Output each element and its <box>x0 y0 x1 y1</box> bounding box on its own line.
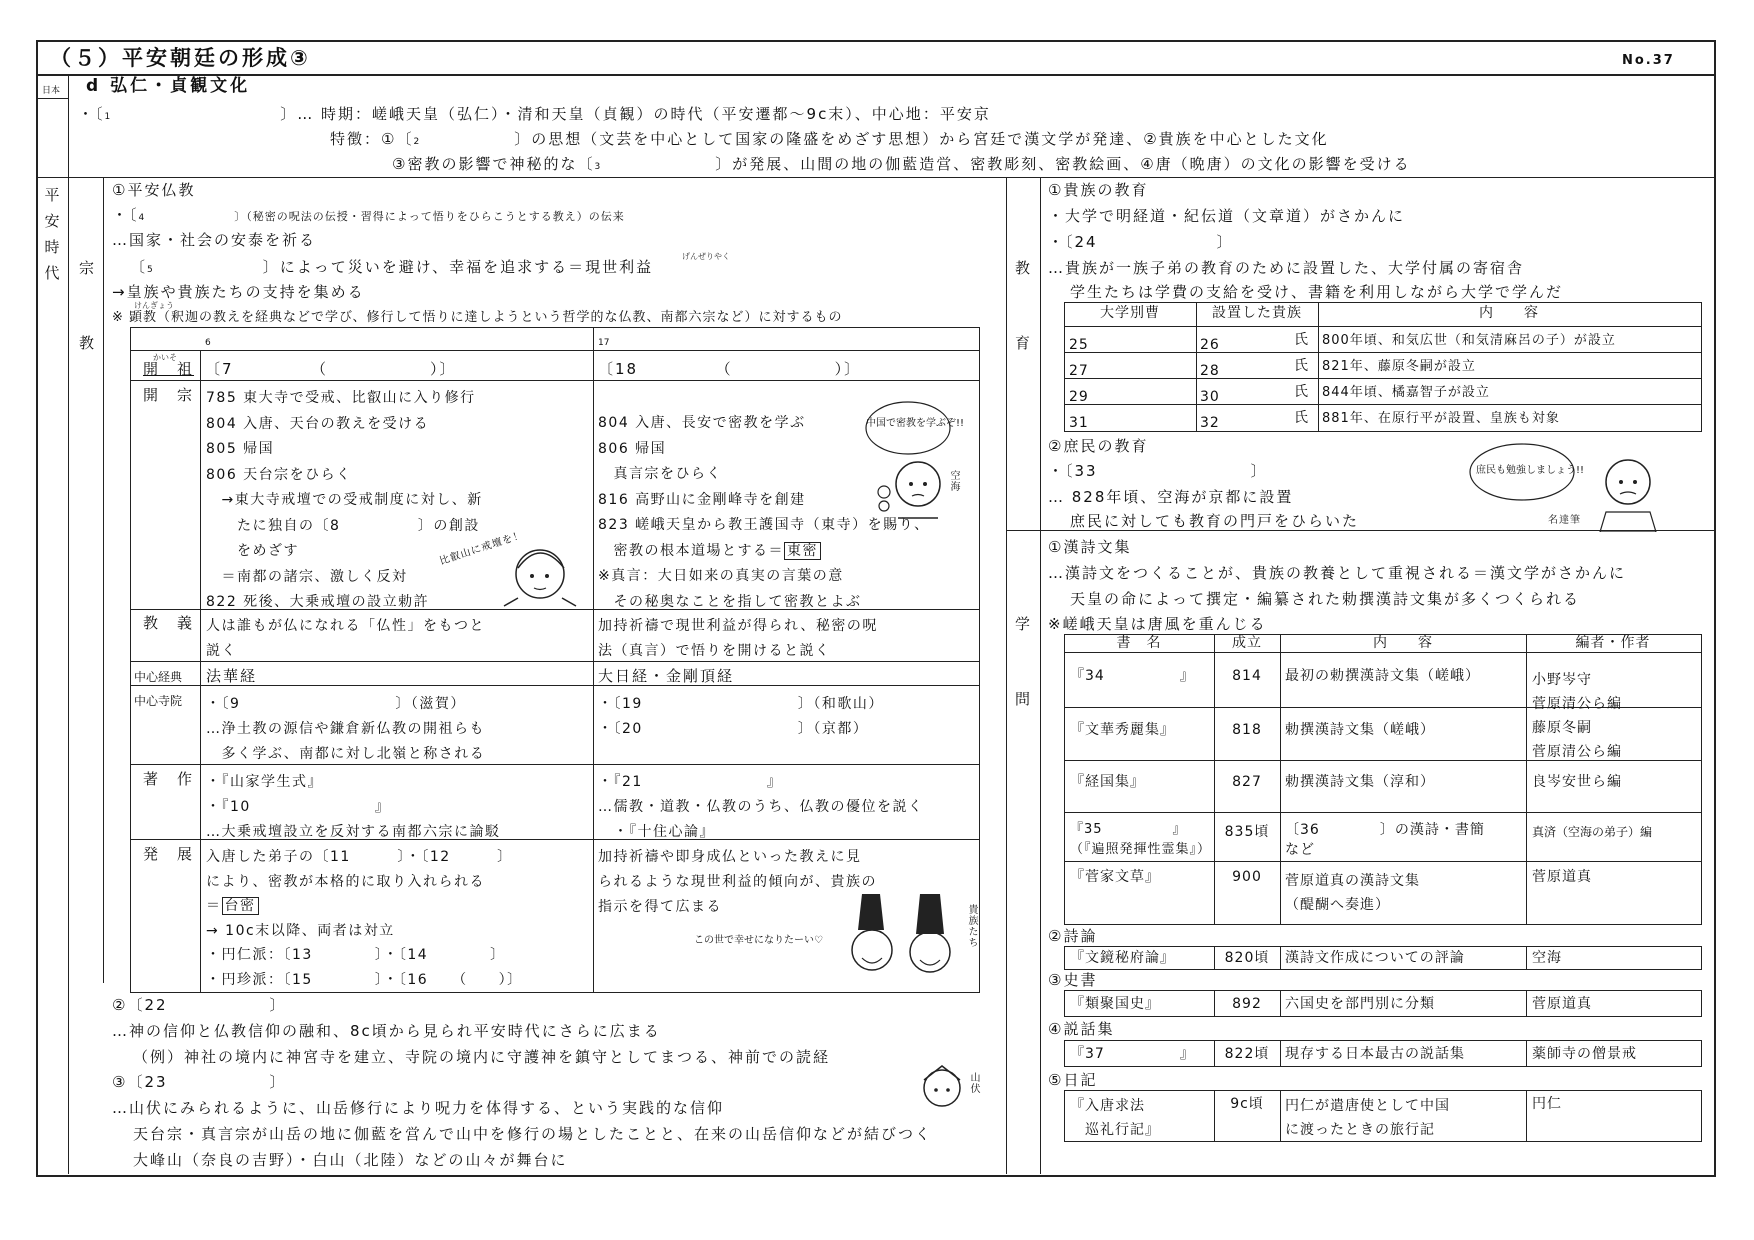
book-year: 822頃 <box>1224 1046 1270 1062</box>
intro-line-2 <box>330 130 1329 151</box>
table-col-line <box>1526 1040 1527 1066</box>
table-row-line <box>1064 652 1701 653</box>
table-col-line <box>1526 990 1527 1016</box>
intro-period-text: 〕… 時期：嵯峨天皇（弘仁）・清和天皇（貞観）の時代（平安遷都～9c末）、中心地：平安京 <box>280 105 991 123</box>
book-title: 『35 』 （『遍照発揮性霊集』） <box>1070 822 1212 857</box>
benefit-line <box>130 258 653 279</box>
history-line: ※真言：大日如来の真実の言葉の意 <box>598 568 844 584</box>
education-line-1: ・大学で明経道・紀伝道（文章道）がさかんに <box>1048 207 1406 225</box>
history-line: →東大寺戒壇での受戒制度に対し、新 <box>206 492 483 508</box>
syncretism-line-2: （例）神社の境内に神宮寺を建立、寺院の境内に守護神を鎮守としてまつる、神前での読経 <box>133 1048 831 1066</box>
development-line: ・円珍派：〔15 〕・〔16 （ ）〕 <box>206 971 523 988</box>
table-col-line <box>1526 946 1527 969</box>
feature-text: 〕が発展、山間の地の伽藍造営、密教彫刻、密教絵画、④唐（晩唐）の文化の影響を受ける <box>715 155 1411 173</box>
nobles-speech: この世で幸せになりたーい♡ <box>694 935 823 946</box>
table-row-line <box>1064 404 1701 405</box>
bessho-content: 821年、藤原冬嗣が設立 <box>1322 359 1476 374</box>
book-content: 菅原道真の漢詩文集 （醍醐へ奏進） <box>1285 873 1420 913</box>
religion-side-label-1: 宗 <box>79 259 97 277</box>
chosaku-left <box>206 770 501 845</box>
blank-number: 31 <box>1069 415 1089 431</box>
clan-suffix: 氏 <box>1294 384 1309 400</box>
book-year: 9c頃 <box>1230 1096 1264 1112</box>
section-heading: d 弘仁・貞観文化 <box>86 76 251 96</box>
book-author: 良岑安世ら編 <box>1532 774 1622 790</box>
exoteric-note: ※ 顕教（釈迦の教えを経典などで学び、修行して悟りに達しようという哲学的な仏教、南都六宗など）に対するもの <box>112 310 843 325</box>
book-year: 814 <box>1232 668 1262 684</box>
chosaku-label: 著 作 <box>143 770 195 788</box>
chosaku-right <box>598 770 924 845</box>
table-row-line <box>130 764 979 765</box>
table-col-line <box>1280 1090 1281 1141</box>
book-title: 『文華秀麗集』 <box>1070 722 1175 738</box>
diary-heading: ⑤日記 <box>1048 1071 1098 1089</box>
table-col-line <box>1280 1040 1281 1066</box>
book-author: 小野岑守 菅原清公ら編 <box>1532 672 1622 712</box>
book-content: 最初の勅撰漢詩文集（嵯峨） <box>1285 668 1480 684</box>
bessho-content: 881年、在原行平が設置、皇族も対象 <box>1322 411 1560 426</box>
common-education-line-2: … 828年頃、空海が京都に設置 <box>1048 488 1294 506</box>
intro-line-3 <box>392 155 1411 176</box>
work-line: ・『21 』 <box>598 774 783 790</box>
education-line-4: 学生たちは学費の支給を受け、書籍を利用しながら大学で学んだ <box>1070 283 1564 301</box>
blank-number: 6 <box>205 338 211 348</box>
esoteric-line <box>112 206 625 227</box>
history-line: 822 死後、大乗戒壇の設立勅許 <box>206 594 430 610</box>
clan-suffix: 氏 <box>1294 332 1309 348</box>
history-line: 真言宗をひらく <box>598 466 722 482</box>
history-line: 805 帰国 <box>206 441 275 457</box>
keiten-right: 大日経・金剛頂経 <box>598 667 735 685</box>
learning-side-label-2: 問 <box>1015 690 1033 708</box>
keiten-left: 法華経 <box>206 667 258 685</box>
tale-heading: ④説話集 <box>1048 1020 1115 1038</box>
intro-divider <box>36 177 1714 178</box>
mountain-line-3: 大峰山（奈良の吉野）・白山（北陸）などの山々が舞台に <box>133 1151 568 1169</box>
yamabushi-label: 山伏 <box>968 1072 979 1094</box>
book-year: 820頃 <box>1224 950 1270 966</box>
book-title: 『37 』 <box>1070 1046 1195 1062</box>
poetry-line-1: …漢詩文をつくることが、貴族の教養として重視される＝漢文学がさかんに <box>1048 564 1627 582</box>
blank-number: 1 <box>104 112 111 122</box>
book-content: 勅撰漢詩文集（嵯峨） <box>1285 722 1435 738</box>
book-title: 『入唐求法 巡礼行記』 <box>1070 1098 1160 1138</box>
table-row-line <box>130 661 979 662</box>
table-mid-divider <box>593 327 594 992</box>
history-line-text: 密教の根本道場とする＝ <box>598 542 784 559</box>
table-row-line <box>130 609 979 610</box>
era-label <box>44 182 60 286</box>
feature-label: ③密教の影響で神秘的な〔 <box>392 155 595 173</box>
blank-number: 4 <box>138 213 145 223</box>
table-label-divider <box>200 350 201 992</box>
table-header: 設置した貴族 <box>1212 305 1302 321</box>
feature-text: 〕の思想（文芸を中心として国家の隆盛をめざす思想）から宮廷で漢文学が発達、②貴族を中心とした文化 <box>514 130 1329 148</box>
doctrine-line: 法（真言）で悟りを開けると説く <box>598 643 831 659</box>
table-header: 内 容 <box>1373 635 1433 651</box>
mountain-line-2: 天台宗・真言宗が山岳の地に伽藍を営んで山中を修行の場としたことと、在来の山岳信仰などが結びつく <box>133 1125 933 1143</box>
table-row-line <box>1064 326 1701 327</box>
book-author: 菅原道真 <box>1532 996 1592 1012</box>
founder-left: 〔7 （ ）〕 <box>205 360 457 378</box>
common-education-line-3: 庶民に対しても教育の門戸をひらいた <box>1070 512 1360 530</box>
blank-number: 25 <box>1069 337 1089 353</box>
table-row-line <box>1064 812 1701 813</box>
blank-number: 5 <box>147 265 153 275</box>
history-line <box>598 539 930 565</box>
support-line: →皇族や貴族たちの支持を集める <box>112 283 365 301</box>
table-row-line <box>130 685 979 686</box>
bessho-content: 800年頃、和気広世（和気清麻呂の子）が設立 <box>1322 333 1616 348</box>
book-year: 818 <box>1232 722 1262 738</box>
tomitsu-box: 東密 <box>784 542 821 560</box>
history-line: 806 天台宗をひらく <box>206 466 352 483</box>
table-row-line <box>1064 861 1701 862</box>
shumei-speech: 庶民も勉強しましょう!! <box>1476 465 1585 476</box>
jiin-right <box>598 692 884 742</box>
book-content: 〔36 〕の漢詩・書簡 など <box>1285 822 1485 858</box>
equals: ＝ <box>206 898 222 914</box>
religion-side-divider <box>103 178 104 983</box>
education-side-label-2: 育 <box>1015 334 1033 352</box>
book-year: 835頃 <box>1224 824 1270 840</box>
syncretism-heading: ②〔22 〕 <box>112 996 287 1014</box>
book-title: 『文鏡秘府論』 <box>1070 950 1175 966</box>
book-content: 円仁が遣唐使として中国 に渡ったときの旅行記 <box>1285 1098 1450 1138</box>
table-header: 成立 <box>1232 635 1262 651</box>
history-line: たに独自の〔8 〕の創設 <box>206 517 480 534</box>
development-line: → 10c末以降、両者は対立 <box>206 922 395 939</box>
blank-number: 32 <box>1200 415 1220 431</box>
development-line <box>206 894 523 919</box>
temple-line: ・〔20 〕（京都） <box>598 721 869 737</box>
religion-side-label-2: 教 <box>79 334 97 352</box>
history-line: 785 東大寺で受戒、比叡山に入り修行 <box>206 390 476 406</box>
book-year: 827 <box>1232 774 1262 790</box>
temple-line: 多く学ぶ、南都に対し北嶺と称される <box>206 746 486 762</box>
doctrine-line: 説く <box>206 643 237 659</box>
header-divider <box>36 74 1714 76</box>
kyogi-right <box>598 614 878 664</box>
table-row-line <box>1064 378 1701 379</box>
keiten-label: 中心経典 <box>134 670 183 684</box>
development-line: により、密教が本格的に取り入れられる <box>206 873 485 890</box>
history-line: その秘奥なことを指して密教とよぶ <box>598 593 862 610</box>
nobles-name: 貴族たち <box>966 904 977 948</box>
ruby: けんぎょう <box>134 301 174 310</box>
book-year: 900 <box>1232 869 1262 885</box>
history-line: ＝南都の諸宗、激しく反対 <box>206 568 408 585</box>
poetry-line-3: ※嵯峨天皇は唐風を重んじる <box>1048 615 1267 633</box>
table-row-line <box>1064 352 1701 353</box>
book-author: 菅原道真 <box>1532 869 1592 885</box>
book-author: 薬師寺の僧景戒 <box>1532 1046 1637 1062</box>
education-line-2: ・〔24 〕 <box>1048 233 1234 251</box>
education-line-3: …貴族が一族子弟の教育のために設置した、大学付属の寄宿舎 <box>1048 259 1525 277</box>
blank-number: 3 <box>594 162 601 172</box>
table-col-line <box>1280 946 1281 969</box>
book-author: 空海 <box>1532 950 1562 966</box>
table-header: 大学別曹 <box>1100 305 1160 321</box>
syncretism-line-1: …神の信仰と仏教信仰の融和、8c頃から見られ平安時代にさらに広まる <box>112 1022 661 1040</box>
common-education-heading: ②庶民の教育 <box>1048 437 1149 455</box>
blank-number: 29 <box>1069 389 1089 405</box>
kaishu-label: 開 宗 <box>143 386 195 404</box>
history-line: をめざす <box>206 543 299 559</box>
mountain-line-1: …山伏にみられるように、山岳修行により呪力を体得する、という実践的な信仰 <box>112 1099 725 1117</box>
book-content: 六国史を部門別に分類 <box>1285 996 1435 1012</box>
book-year: 892 <box>1232 996 1262 1012</box>
history-line: 823 嵯峨天皇から教王護国寺（東寺）を賜り、 <box>598 517 930 533</box>
development-line: 入唐した弟子の〔11 〕・〔12 〕 <box>206 849 513 865</box>
era-char: 代 <box>44 264 60 282</box>
book-author: 円仁 <box>1532 1096 1562 1112</box>
poetry-line-2: 天皇の命によって撰定・編纂された勅撰漢詩文集が多くつくられる <box>1070 590 1581 608</box>
table-header: 編者・作者 <box>1575 635 1651 651</box>
book-title: 『経国集』 <box>1070 774 1145 790</box>
clan-suffix: 氏 <box>1294 410 1309 426</box>
kukai-name: 空海 <box>948 470 959 492</box>
benefit-text: 〕によって災いを避け、幸福を追求する＝現世利益 <box>262 258 654 276</box>
bracket: 〔 <box>130 258 148 276</box>
temple-line: ・〔19 〕（和歌山） <box>598 696 884 712</box>
page-title: （５）平安朝廷の形成③ <box>50 46 311 70</box>
bullet: ・〔 <box>78 105 105 123</box>
book-author: 真済（空海の弟子）編 <box>1532 825 1653 839</box>
poetics-heading: ②詩論 <box>1048 927 1098 945</box>
era-char: 平 <box>44 186 60 204</box>
table-header: 内 容 <box>1479 305 1539 321</box>
blank-number: 26 <box>1200 337 1220 353</box>
right-side-divider <box>1040 178 1041 1174</box>
jiin-label: 中心寺院 <box>134 694 183 708</box>
doctrine-line: 加持祈禱で現世利益が得られ、秘密の呪 <box>598 618 878 634</box>
intro-line-1 <box>78 105 991 126</box>
history-line: 804 入唐、長安で密教を学ぶ <box>598 415 806 431</box>
temple-line: ・〔9 〕（滋賀） <box>206 696 466 712</box>
table-col-line <box>1526 1090 1527 1141</box>
book-author: 藤原冬嗣 菅原清公ら編 <box>1532 720 1622 760</box>
blank-number: 27 <box>1069 363 1089 379</box>
doctrine-line: 人は誰もが仏になれる「仏性」をもつと <box>206 618 485 634</box>
history-line: 816 高野山に金剛峰寺を創建 <box>598 491 806 508</box>
bessho-content: 844年頃、橘嘉智子が設立 <box>1322 385 1490 400</box>
ruby: かいそ <box>153 353 177 362</box>
ruby: げんぜりやく <box>682 252 730 261</box>
hatten-left <box>206 845 523 992</box>
esoteric-description: 〕（秘密の呪法の伝授・習得によって悟りをひらこうとする教え）の伝来 <box>234 210 625 223</box>
table-row-line <box>130 350 979 351</box>
kukai-illustration <box>858 392 978 522</box>
history-line: 806 帰国 <box>598 440 667 457</box>
blank-number: 17 <box>598 338 610 348</box>
bullet: ・〔 <box>112 206 139 224</box>
side-column-divider <box>68 75 69 1174</box>
education-side-label-1: 教 <box>1015 259 1033 277</box>
blank-number: 28 <box>1200 363 1220 379</box>
jiin-left <box>206 692 485 767</box>
blank-number: 2 <box>413 137 420 147</box>
work-line: ・『十住心論』 <box>598 824 715 840</box>
poetry-heading: ①漢詩文集 <box>1048 538 1132 556</box>
development-line: 加持祈禱や即身成仏といった教えに見 <box>598 849 862 865</box>
table-header: 書 名 <box>1116 635 1162 651</box>
clan-suffix: 氏 <box>1294 358 1309 374</box>
development-line: ・円仁派：〔13 〕・〔14 〕 <box>206 947 506 963</box>
work-line: …儒教・道教・仏教のうち、仏教の優位を説く <box>598 799 924 815</box>
saicho-speech: 比叡山に戒壇を！ <box>438 529 526 568</box>
table-col-line <box>1280 990 1281 1016</box>
noble-education-heading: ①貴族の教育 <box>1048 181 1149 199</box>
shumei-tag: 名達筆 <box>1548 515 1581 526</box>
taimitsu-box: 台密 <box>222 897 259 915</box>
center-divider <box>1006 178 1007 1174</box>
era-char: 時 <box>44 238 60 256</box>
hatten-label: 発 展 <box>143 845 195 863</box>
learning-side-label-1: 学 <box>1015 615 1033 633</box>
blank-number: 30 <box>1200 389 1220 405</box>
book-title: 『菅家文草』 <box>1070 869 1160 885</box>
temple-line: …浄土教の源信や鎌倉新仏教の開祖らも <box>206 721 485 737</box>
nobles-illustration <box>832 890 982 990</box>
book-content: 現存する日本最古の説話集 <box>1285 1046 1465 1062</box>
kukai-speech: 中国で密教を学ぶぞ!! <box>866 418 965 429</box>
kyogi-label: 教 義 <box>143 614 195 632</box>
founder-label: 開 祖 <box>143 360 195 378</box>
kyogi-left <box>206 614 485 664</box>
book-title: 『類聚国史』 <box>1070 996 1160 1012</box>
history-line: 804 入唐、天台の教えを受ける <box>206 415 430 432</box>
feature-label: 特徴：①〔 <box>330 130 414 148</box>
book-content: 漢詩文作成についての評論 <box>1285 950 1465 966</box>
table-col-line <box>1280 634 1281 924</box>
work-line: ・『10 』 <box>206 799 391 815</box>
history-book-heading: ③史書 <box>1048 971 1098 989</box>
era-char: 安 <box>44 212 60 230</box>
founder-right: 〔18 （ ）〕 <box>598 360 862 378</box>
work-line: ・『山家学生式』 <box>206 774 323 790</box>
book-content: 勅撰漢詩文集（淳和） <box>1285 774 1435 790</box>
common-education-line-1: ・〔33 〕 <box>1048 462 1268 480</box>
page-number: No.37 <box>1622 53 1675 68</box>
side-tag: 日本 <box>42 86 61 96</box>
work-line: …大乗戒壇設立を反対する南都六宗に論駁 <box>206 824 501 840</box>
peace-line: …国家・社会の安泰を祈る <box>112 231 317 249</box>
side-tag-divider <box>36 98 68 99</box>
table-row-line <box>130 380 979 381</box>
heian-buddhism-heading: ①平安仏教 <box>112 181 196 199</box>
table-col-line <box>1526 634 1527 924</box>
development-line: られるような現世利益的傾向が、貴族の <box>598 874 877 890</box>
table-row-line <box>130 839 979 840</box>
development-line: 指示を得て広まる <box>598 899 722 915</box>
mountain-heading: ③〔23 〕 <box>112 1073 287 1091</box>
book-title: 『34 』 <box>1070 668 1195 684</box>
